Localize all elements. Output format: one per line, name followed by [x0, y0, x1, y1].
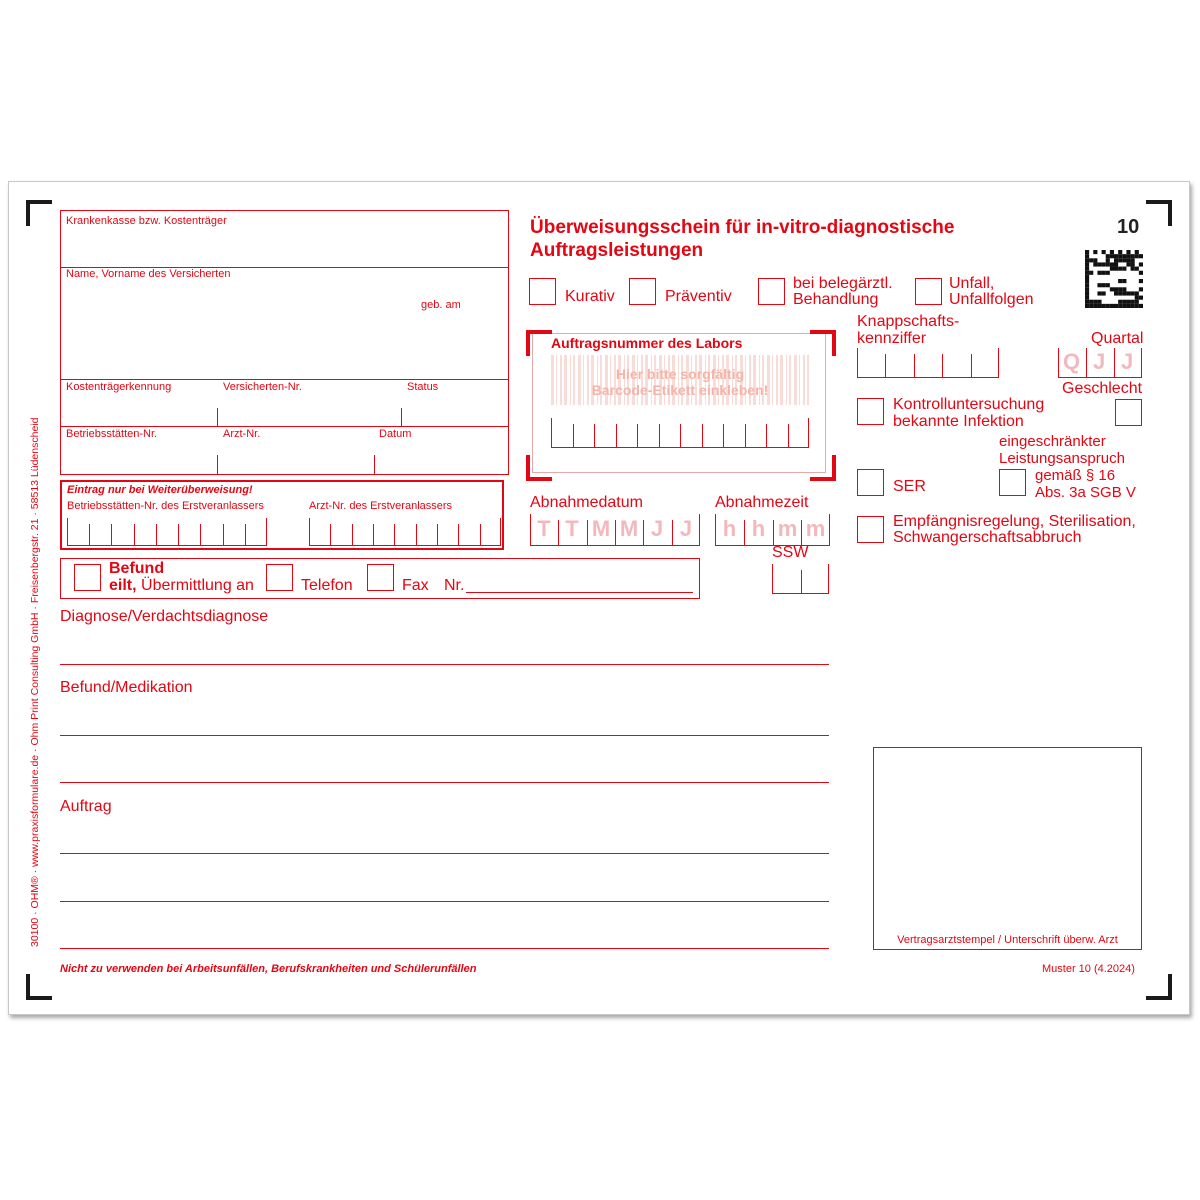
kontrolluntersuchung-checkbox[interactable] — [857, 398, 884, 425]
auftrag-line-2[interactable] — [60, 901, 829, 902]
cell-placeholder: M — [591, 516, 611, 541]
telefon-label: Telefon — [301, 577, 353, 594]
auftrag-line-1[interactable] — [60, 853, 829, 854]
weiter-arzt-cells[interactable] — [309, 518, 501, 546]
cell-placeholder: h — [751, 516, 766, 541]
praeventiv-label: Präventiv — [665, 288, 732, 305]
arztstempel-label: Vertragsarztstempel / Unterschrift überw. Arzt — [897, 934, 1118, 946]
betriebsstaetten-nr-label: Betriebsstätten-Nr. — [66, 428, 158, 440]
kasse-label: Krankenkasse bzw. Kostenträger — [66, 215, 227, 227]
empfaengnisregelung-checkbox[interactable] — [857, 516, 884, 543]
weiter-bsnr-cells[interactable] — [67, 518, 267, 546]
footer-version: Muster 10 (4.2024) — [1042, 963, 1135, 975]
weiterueberweisung-block — [60, 480, 504, 550]
eingeschraenkt-checkbox[interactable] — [999, 469, 1026, 496]
weiter-bsnr-label: Betriebsstätten-Nr. des Erstveranlassers — [67, 500, 264, 512]
abnahmezeit-cells[interactable] — [715, 514, 830, 546]
fax-checkbox[interactable] — [367, 564, 394, 591]
form-number: 10 — [1117, 216, 1140, 238]
versicherter-name-label: Name, Vorname des Versicherten — [66, 268, 231, 280]
diagnose-line[interactable] — [60, 664, 829, 665]
cell-placeholder: m — [777, 516, 798, 541]
quartal-label: Quartal — [1091, 330, 1144, 347]
side-imprint: 30100 · OHM® · www.praxisformulare.de · Ohm Print Consulting GmbH · Freisenbergstr. 21 · 58513 Lüdenscheid — [29, 417, 41, 947]
datum-label: Datum — [379, 428, 412, 440]
belegarzt-checkbox[interactable] — [758, 278, 785, 305]
unfall-checkbox[interactable] — [915, 278, 942, 305]
kontrolluntersuchung-label: Kontrolluntersuchung bekannte Infektion — [893, 396, 1045, 430]
arzt-nr-label: Arzt-Nr. — [223, 428, 261, 440]
eilt-label: eilt, Übermittlung an — [109, 577, 254, 594]
befund-line-1[interactable] — [60, 735, 829, 736]
versicherten-nr-label: Versicherten-Nr. — [223, 381, 302, 393]
crop-mark-top-right — [1146, 200, 1172, 226]
geb-label: geb. am — [421, 299, 461, 311]
form-title: Überweisungsschein für in-vitro-diagnostische Auftragsleistungen — [530, 217, 955, 261]
eingeschraenkt-label: eingeschränkter Leistungsanspruch — [999, 433, 1125, 467]
cell-placeholder: J — [650, 516, 664, 541]
patient-block — [60, 210, 509, 475]
befund-eilt-checkbox[interactable] — [74, 564, 101, 591]
crop-mark-bottom-right — [1146, 974, 1172, 1000]
kostentraegerkennung-label: Kostenträgerkennung — [66, 381, 172, 393]
ssw-cells[interactable] — [772, 564, 829, 594]
auftrag-label: Auftrag — [60, 798, 112, 815]
kurativ-checkbox[interactable] — [529, 278, 556, 305]
geschlecht-field[interactable] — [1115, 399, 1142, 426]
empfaengnisregelung-label: Empfängnisregelung, Sterilisation, Schwangerschaftsabbruch — [893, 513, 1136, 546]
abnahmedatum-cells[interactable] — [530, 514, 700, 546]
ser-label: SER — [893, 478, 926, 495]
nr-field[interactable] — [466, 592, 693, 593]
unfall-label: Unfall, Unfallfolgen — [949, 275, 1034, 308]
abnahmezeit-label: Abnahmezeit — [715, 494, 809, 511]
cell-placeholder: T — [537, 516, 551, 541]
befund-eilt-block — [60, 558, 700, 599]
arztstempel-box[interactable] — [873, 747, 1142, 950]
cell-placeholder: J — [679, 516, 693, 541]
labor-hint: Hier bitte sorgfältig Barcode-Etikett einkleben! — [591, 366, 769, 398]
belegarzt-label: bei belegärztl. Behandlung — [793, 275, 893, 308]
crop-mark-bottom-left — [26, 974, 52, 1000]
quartal-cells[interactable]: Q J J — [1058, 348, 1142, 378]
labor-order-box — [526, 330, 832, 477]
labor-order-cells[interactable] — [551, 418, 809, 448]
befund-line-2[interactable] — [60, 782, 829, 783]
telefon-checkbox[interactable] — [266, 564, 293, 591]
auftrag-line-3[interactable] — [60, 948, 829, 949]
geschlecht-label: Geschlecht — [1062, 380, 1143, 397]
eingeschraenkt-paragraph: gemäß § 16 Abs. 3a SGB V — [1035, 467, 1136, 501]
praeventiv-checkbox[interactable] — [629, 278, 656, 305]
ser-checkbox[interactable] — [857, 469, 884, 496]
form-sheet — [8, 181, 1190, 1015]
fax-label: Fax — [402, 577, 429, 594]
weiter-title: Eintrag nur bei Weiterüberweisung! — [67, 484, 253, 496]
crop-mark-top-left — [26, 200, 52, 226]
knappschaft-cells[interactable] — [857, 348, 999, 378]
datamatrix-code — [1085, 250, 1143, 308]
cell-placeholder: T — [565, 516, 579, 541]
befund-medikation-label: Befund/Medikation — [60, 679, 193, 696]
cell-placeholder: h — [722, 516, 737, 541]
diagnose-label: Diagnose/Verdachtsdiagnose — [60, 608, 269, 625]
kurativ-label: Kurativ — [565, 288, 615, 305]
abnahmedatum-label: Abnahmedatum — [530, 494, 643, 511]
weiter-arzt-label: Arzt-Nr. des Erstveranlassers — [309, 500, 453, 512]
befund-label: Befund — [109, 560, 165, 577]
status-label: Status — [407, 381, 439, 393]
ssw-label: SSW — [772, 544, 809, 561]
knappschaft-label: Knappschafts- kennziffer — [857, 313, 960, 347]
labor-title: Auftragsnummer des Labors — [551, 335, 743, 351]
footer-note: Nicht zu verwenden bei Arbeitsunfällen, Berufskrankheiten und Schülerunfällen — [60, 963, 477, 975]
cell-placeholder: m — [805, 516, 826, 541]
nr-label: Nr. — [444, 577, 465, 594]
cell-placeholder: M — [619, 516, 639, 541]
